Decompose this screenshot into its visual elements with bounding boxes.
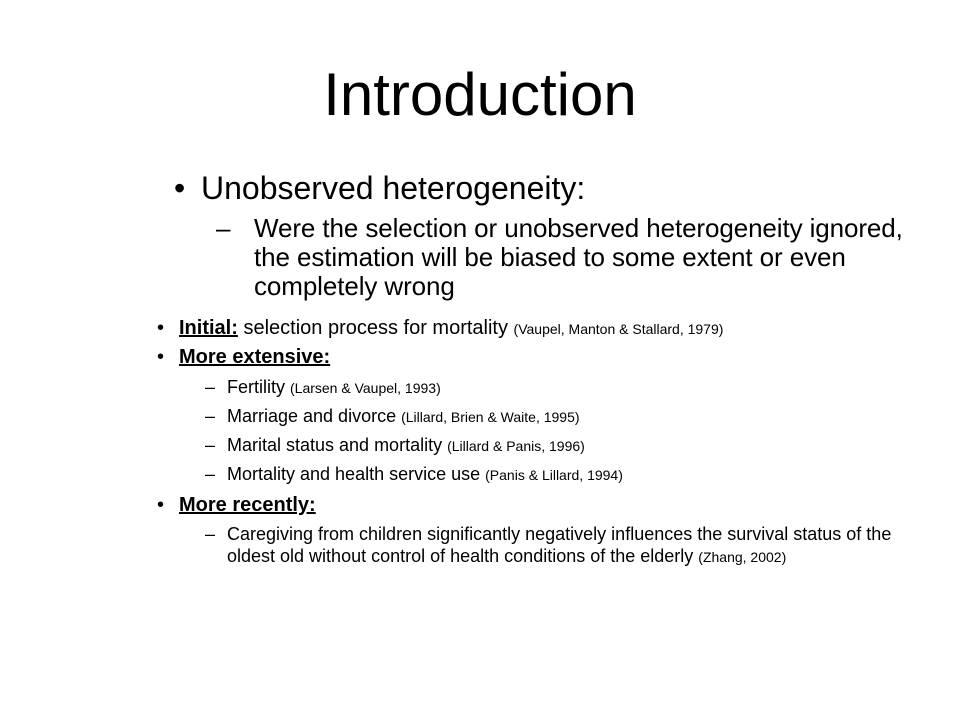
item-citation: (Zhang, 2002): [698, 549, 787, 565]
recent-item-caregiving: [205, 523, 905, 568]
bullet-more-extensive: [157, 345, 907, 369]
initial-label: Initial:: [179, 317, 238, 339]
item-text: Marital status and mortality: [227, 435, 448, 455]
bullet-unobserved-heterogeneity: [174, 168, 914, 208]
dash-marker: –: [205, 377, 216, 397]
initial-citation: (Vaupel, Manton & Stallard, 1979): [513, 321, 724, 337]
dash-marker: –: [205, 406, 216, 426]
bullet-dot: •: [157, 494, 165, 516]
item-text: Mortality and health service use: [227, 464, 486, 484]
dash-marker: –: [205, 524, 216, 544]
dash-marker: –: [216, 213, 231, 243]
more-extensive-label: More extensive:: [179, 346, 331, 368]
bullet-initial: [157, 316, 907, 341]
item-text: Marriage and divorce: [227, 406, 402, 426]
item-text: Fertility: [227, 377, 290, 397]
extensive-item-fertility: [205, 376, 905, 399]
more-recently-label: More recently:: [179, 494, 316, 516]
bullet-dot: •: [157, 317, 165, 339]
item-citation: (Lillard & Panis, 1996): [447, 438, 585, 454]
extensive-item-marital-status: [205, 434, 905, 457]
sub-point-selection-bias: [216, 214, 916, 301]
item-citation: (Lillard, Brien & Waite, 1995): [401, 409, 580, 425]
bullet-dot: •: [174, 170, 186, 206]
item-citation: (Panis & Lillard, 1994): [485, 467, 623, 483]
dash-marker: –: [205, 435, 216, 455]
bullet-more-recently: [157, 493, 907, 517]
extensive-item-health-service: [205, 463, 905, 486]
item-text: Caregiving from children significantly negatively influences the survival status of the oldest old without control of health conditions of the elderly: [227, 524, 892, 566]
item-citation: (Larsen & Vaupel, 1993): [290, 380, 441, 396]
main-point-text: Unobserved heterogeneity:: [201, 170, 586, 206]
slide-title: Introduction: [323, 61, 637, 128]
bullet-dot: •: [157, 346, 165, 368]
extensive-item-marriage-divorce: [205, 405, 905, 428]
initial-text: selection process for mortality: [237, 317, 514, 339]
sub-point-text: Were the selection or unobserved heterogeneity ignored, the estimation will be biased to some extent or even completely wrong: [254, 213, 903, 301]
dash-marker: –: [205, 464, 216, 484]
